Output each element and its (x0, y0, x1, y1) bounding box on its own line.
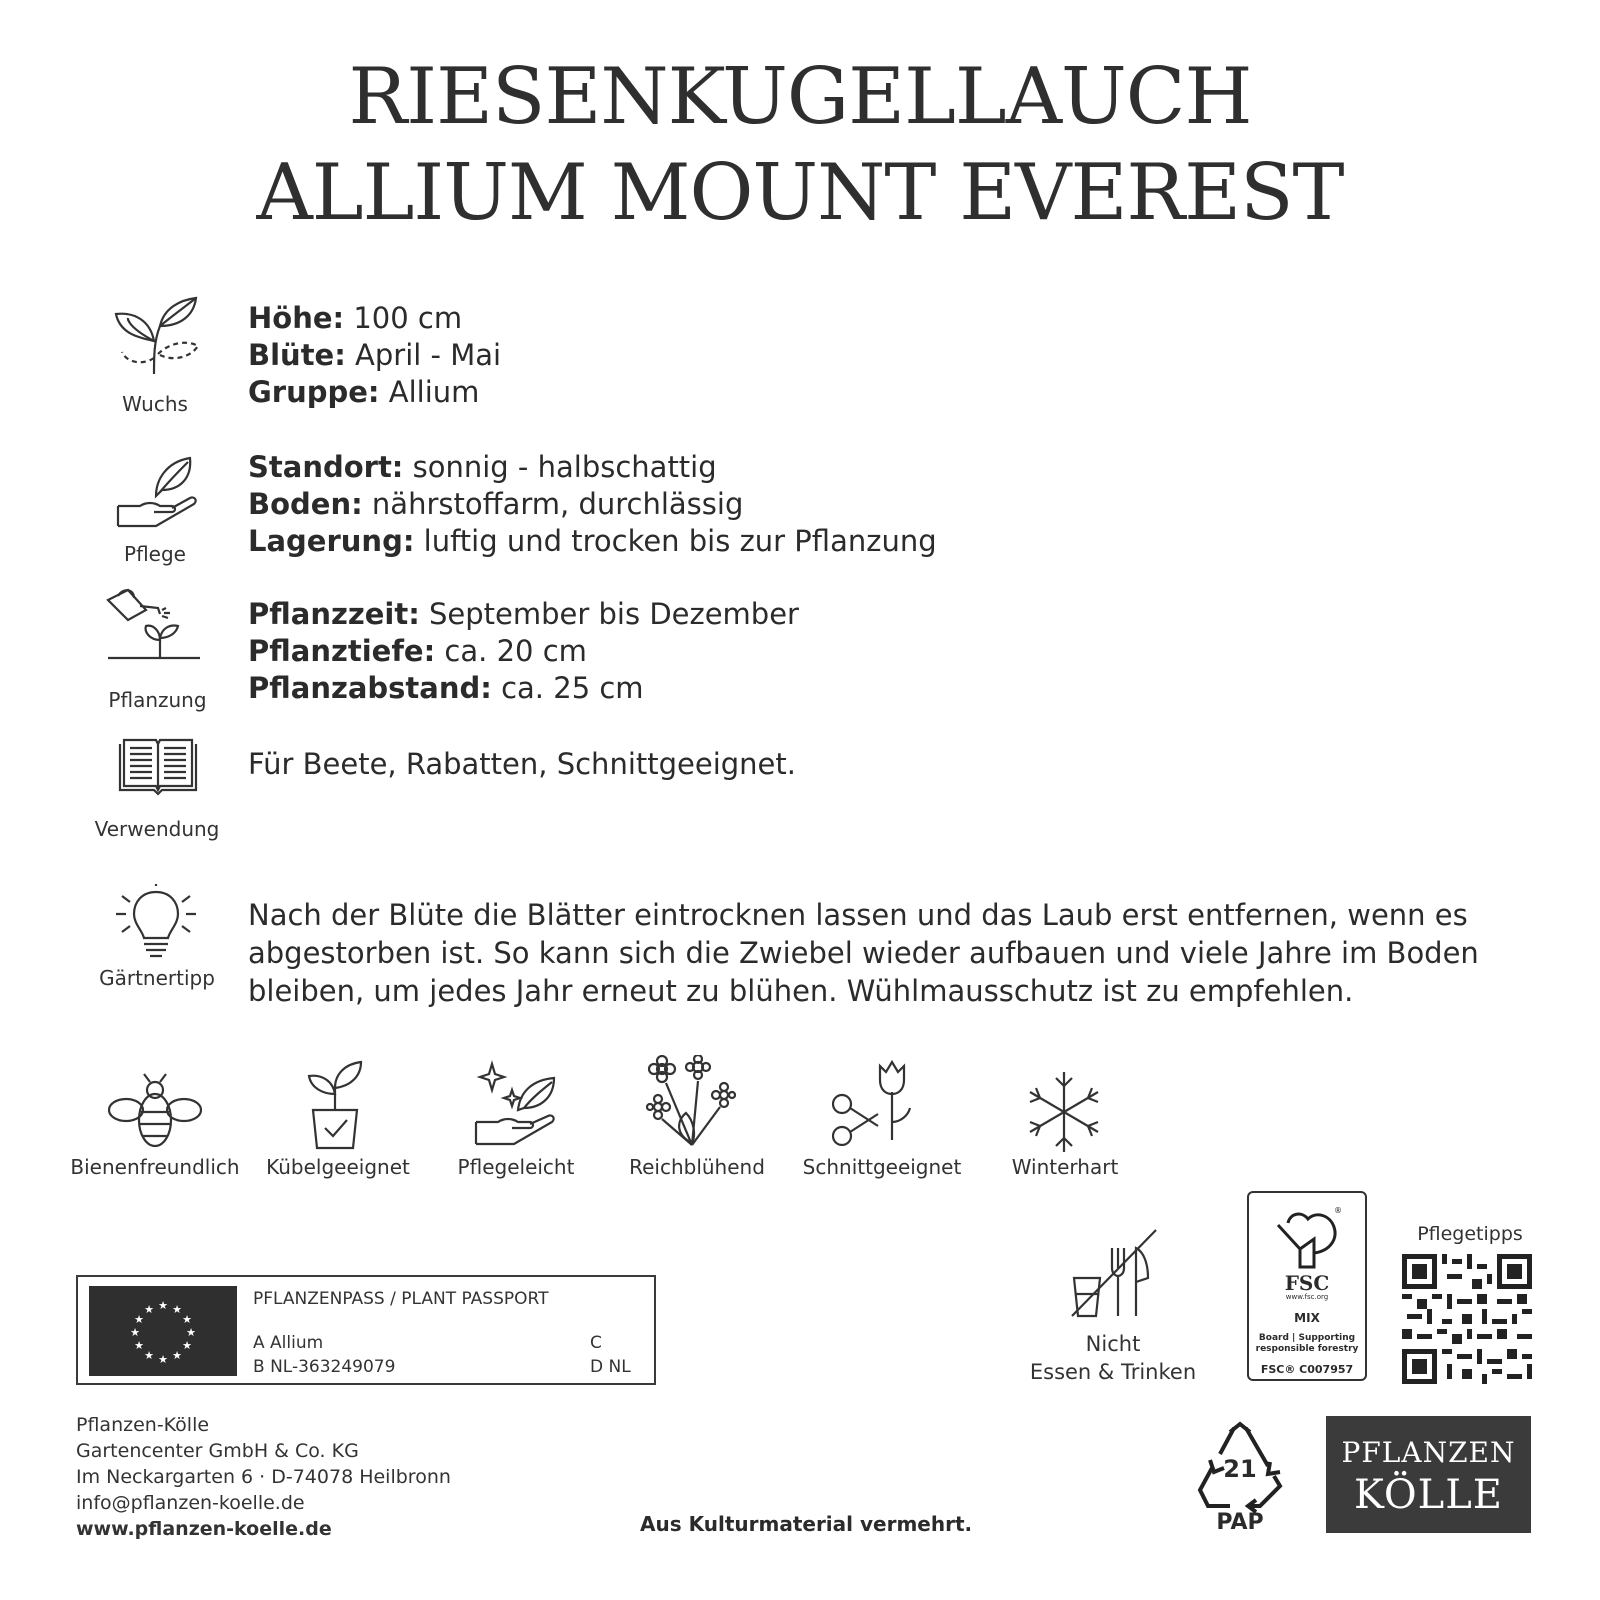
svg-text:★: ★ (130, 1326, 140, 1339)
potted-plant-icon (305, 1060, 365, 1150)
svg-text:★: ★ (186, 1326, 196, 1339)
svg-text:★: ★ (172, 1303, 182, 1316)
icon-label-pflanzung: Pflanzung (108, 688, 207, 712)
svg-text:★: ★ (182, 1313, 192, 1326)
feature-label-winterhart: Winterhart (1011, 1155, 1119, 1179)
address-line: Gartencenter GmbH & Co. KG (76, 1440, 359, 1462)
svg-text:★: ★ (134, 1339, 144, 1352)
address-line: Pflanzen-Kölle (76, 1414, 210, 1436)
address-line: Im Neckargarten 6 · D-74078 Heilbronn (76, 1466, 451, 1488)
info-row: Höhe: 100 cm (248, 301, 463, 335)
fsc-board: Board | Supporting (1258, 1333, 1356, 1343)
svg-text:★: ★ (144, 1349, 154, 1362)
fsc-code: FSC® C007957 (1260, 1363, 1354, 1376)
kultur-note: Aus Kulturmaterial vermehrt. (640, 1512, 973, 1536)
svg-text:★: ★ (158, 1299, 168, 1312)
feature-label-schnittgeeignet: Schnittgeeignet (802, 1155, 962, 1179)
svg-text:★: ★ (134, 1313, 144, 1326)
qr-code[interactable] (1402, 1254, 1532, 1384)
svg-text:★: ★ (182, 1339, 192, 1352)
product-subtitle: ALLIUM MOUNT EVEREST (256, 148, 1344, 238)
passport-b: B NL-363249079 (253, 1357, 396, 1377)
company-address (76, 1412, 451, 1542)
icon-label-gaertnertipp: Gärtnertipp (99, 966, 215, 990)
feature-label-pflegeleicht: Pflegeleicht (457, 1155, 575, 1179)
svg-text:★: ★ (172, 1349, 182, 1362)
gaertnertipp-text (248, 896, 1478, 1010)
passport-a: A Allium (253, 1333, 324, 1353)
bee-icon (108, 1072, 202, 1152)
plant-sprout-icon (110, 296, 200, 376)
feature-label-bienenfreundlich: Bienenfreundlich (70, 1155, 240, 1179)
light-bulb-icon (114, 884, 198, 960)
watering-can-icon (106, 588, 202, 668)
info-row: Gruppe: Allium (248, 375, 480, 409)
product-title: RIESENKUGELLAUCH (348, 52, 1252, 142)
icon-label-verwendung: Verwendung (94, 817, 220, 841)
recycling-number: 21 (1223, 1455, 1257, 1483)
wuchs-rows (248, 300, 501, 411)
open-book-icon (118, 738, 198, 798)
info-row: Lagerung: luftig und trocken bis zur Pflanzung (248, 524, 937, 558)
svg-text:★: ★ (144, 1303, 154, 1316)
brand-line2: KÖLLE (1354, 1472, 1503, 1518)
info-row: Standort: sonnig - halbschattig (248, 450, 717, 484)
passport-c: C (590, 1333, 602, 1353)
passport-heading: PFLANZENPASS / PLANT PASSPORT (253, 1289, 549, 1309)
no-food-drink-icon (1068, 1228, 1158, 1322)
feature-label-reichbluehend: Reichblühend (629, 1155, 765, 1179)
flower-bouquet-icon (646, 1055, 736, 1147)
tip-line: bleiben, um jedes Jahr erneut zu blühen. Wühlmausschutz ist zu empfehlen. (248, 974, 1354, 1008)
verwendung-text: Für Beete, Rabatten, Schnittgeeignet. (248, 747, 796, 781)
scissors-tulip-icon (830, 1052, 920, 1146)
fsc-forestry: responsible forestry (1255, 1344, 1359, 1354)
pflege-rows (248, 449, 937, 560)
info-row: Pflanzabstand: ca. 25 cm (248, 671, 644, 705)
brand-line1: PFLANZEN (1341, 1436, 1516, 1469)
icon-label-pflege: Pflege (124, 542, 186, 566)
fsc-logo-text: FSC (1284, 1271, 1330, 1295)
email-link[interactable]: info@pflanzen-koelle.de (76, 1492, 305, 1514)
fsc-mix: MIX (1294, 1311, 1320, 1325)
recycling-code: PAP (1216, 1510, 1264, 1535)
info-row: Pflanzzeit: September bis Dezember (248, 597, 799, 631)
fsc-label (1247, 1191, 1367, 1381)
sparkle-hand-leaf-icon (474, 1060, 558, 1150)
eu-flag-icon (89, 1286, 237, 1376)
info-row: Boden: nährstoffarm, durchlässig (248, 487, 744, 521)
feature-label-kuebelgeeignet: Kübelgeeignet (266, 1155, 410, 1179)
pflanzung-rows (248, 596, 799, 707)
info-row: Pflanztiefe: ca. 20 cm (248, 634, 587, 668)
fsc-site: www.fsc.org (1285, 1293, 1329, 1301)
hand-leaf-icon (116, 456, 200, 528)
not-food-note: Nicht Essen & Trinken (1029, 1332, 1197, 1384)
pflegetipps-label: Pflegetipps (1417, 1223, 1523, 1245)
tip-line: Nach der Blüte die Blätter eintrocknen lassen und das Laub erst entfernen, wenn es (248, 898, 1468, 932)
website-link[interactable]: www.pflanzen-koelle.de (76, 1518, 332, 1540)
brand-logo (1326, 1416, 1531, 1533)
plant-passport (76, 1275, 656, 1385)
icon-label-wuchs: Wuchs (122, 392, 188, 416)
svg-text:®: ® (1334, 1206, 1342, 1215)
info-row: Blüte: April - Mai (248, 338, 502, 372)
tip-line: abgestorben ist. So kann sich die Zwiebel wieder aufbauen und viele Jahre im Boden (248, 936, 1479, 970)
fsc-tree-icon (1249, 1205, 1365, 1273)
svg-text:★: ★ (158, 1353, 168, 1366)
passport-d: D NL (590, 1357, 631, 1377)
snowflake-icon (1024, 1070, 1104, 1154)
